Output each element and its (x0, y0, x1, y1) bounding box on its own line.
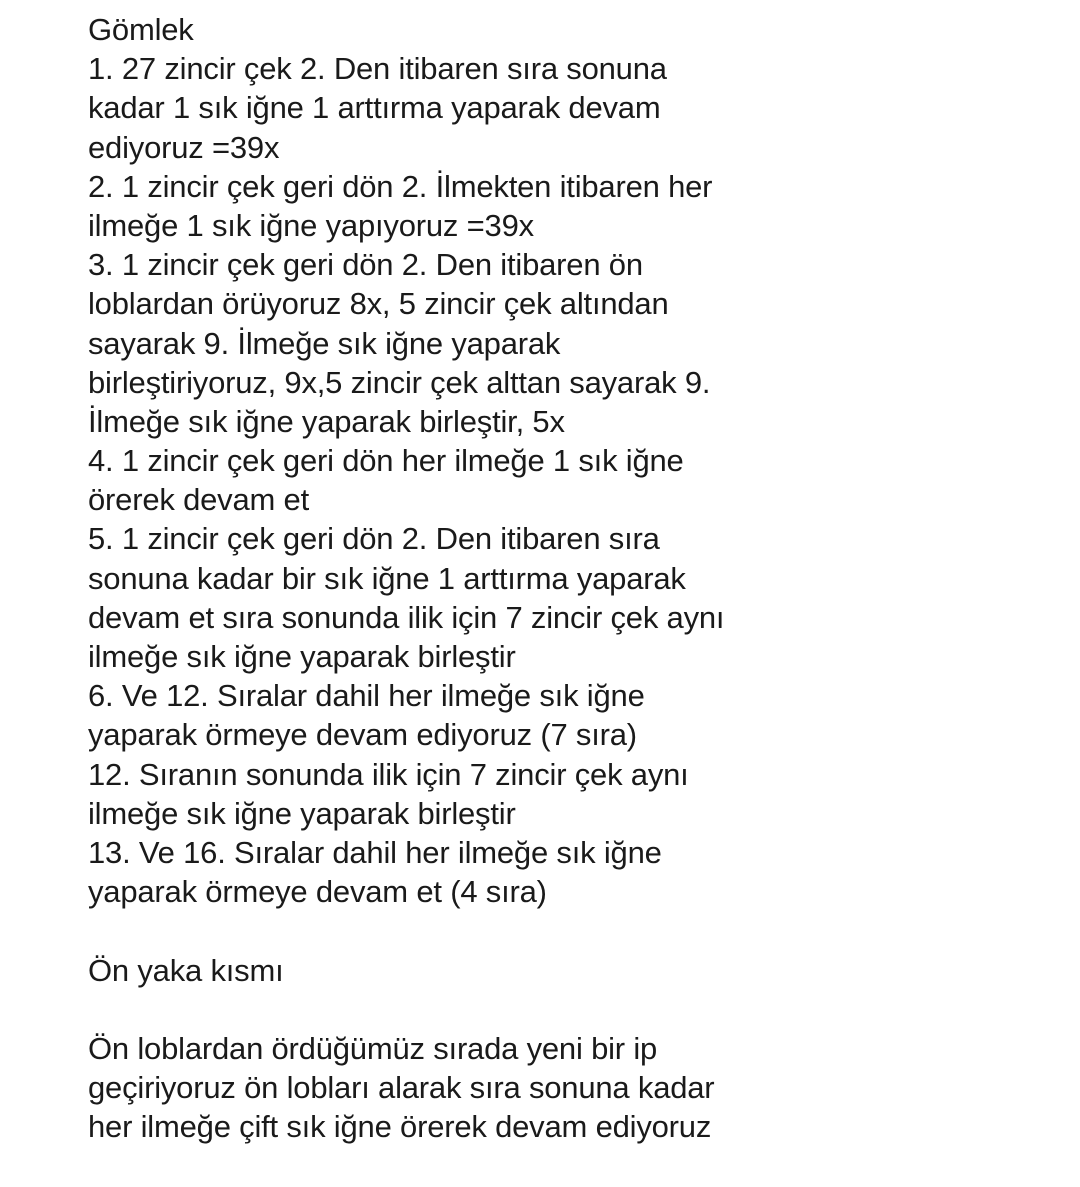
spacer (88, 990, 1068, 1029)
instruction-line: 3. 1 zincir çek geri dön 2. Den itibaren ön (88, 247, 643, 283)
document-title: Gömlek (88, 12, 194, 47)
instruction-line: loblardan örüyoruz 8x, 5 zincir çek altından (88, 286, 669, 322)
section-body-line: her ilmeğe çift sık iğne örerek devam ediyoruz (88, 1109, 712, 1145)
spacer (88, 911, 1068, 950)
section-body-line: Ön loblardan ördüğümüz sırada yeni bir ip (88, 1030, 658, 1066)
instruction-line: kadar 1 sık iğne 1 arttırma yaparak devam (88, 90, 661, 126)
instruction-line: ilmeğe sık iğne yaparak birleştir (88, 639, 516, 674)
instruction-line: 12. Sıranın sonunda ilik için 7 zincir çek aynı (88, 756, 689, 792)
instruction-line: 4. 1 zincir çek geri dön her ilmeğe 1 sık iğne (88, 443, 684, 479)
section-body-line: geçiriyoruz ön lobları alarak sıra sonuna kadar (88, 1070, 715, 1106)
instruction-line: devam et sıra sonunda ilik için 7 zincir çek aynı (88, 599, 725, 635)
document-body (88, 10, 1068, 1146)
instruction-line: 5. 1 zincir çek geri dön 2. Den itibaren sıra (88, 521, 660, 557)
instruction-line: İlmeğe sık iğne yaparak birleştir, 5x (88, 403, 565, 439)
instruction-line: 13. Ve 16. Sıralar dahil her ilmeğe sık iğne (88, 834, 662, 870)
section-heading: Ön yaka kısmı (88, 952, 284, 988)
instruction-line: sayarak 9. İlmeğe sık iğne yaparak (88, 325, 561, 361)
instruction-line: ediyoruz =39x (88, 129, 280, 165)
instruction-line: yaparak örmeye devam et (4 sıra) (88, 874, 547, 910)
instruction-line: ilmeğe sık iğne yaparak birleştir (88, 795, 516, 831)
instruction-line: ilmeğe 1 sık iğne yapıyoruz =39x (88, 207, 534, 243)
instruction-line: birleştiriyoruz, 9x,5 zincir çek alttan sayarak 9. (88, 364, 711, 400)
instruction-line: örerek devam et (88, 482, 309, 518)
instruction-line: 2. 1 zincir çek geri dön 2. İlmekten itibaren her (88, 168, 713, 204)
instruction-line: 1. 27 zincir çek 2. Den itibaren sıra sonuna (88, 51, 667, 87)
instruction-line: yaparak örmeye devam ediyoruz (7 sıra) (88, 717, 637, 753)
instruction-line: 6. Ve 12. Sıralar dahil her ilmeğe sık iğne (88, 678, 645, 714)
instruction-line: sonuna kadar bir sık iğne 1 arttırma yaparak (88, 560, 686, 596)
